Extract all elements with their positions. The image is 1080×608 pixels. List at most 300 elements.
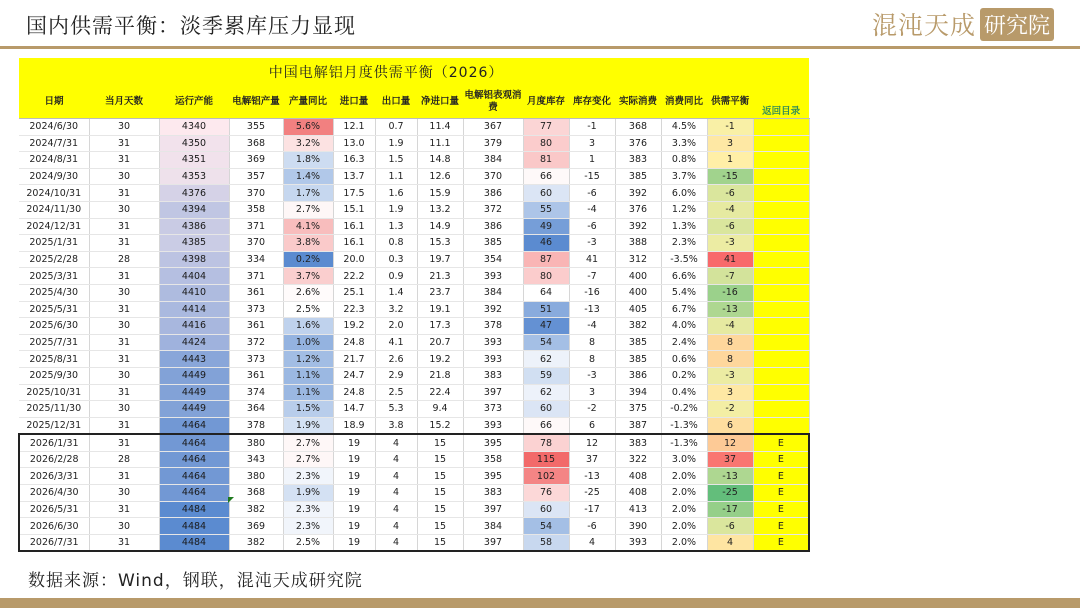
table-cell: 0.4%: [661, 384, 707, 401]
table-cell: -6: [707, 185, 753, 202]
table-row: [19, 284, 809, 301]
table-cell: 31: [89, 534, 159, 551]
table-cell: 358: [463, 451, 523, 468]
table-cell: 1.4%: [283, 168, 333, 185]
table-cell: 21.7: [333, 351, 375, 368]
estimate-flag-cell: E: [753, 434, 809, 451]
table-cell: 1.1%: [283, 367, 333, 384]
estimate-flag-cell: [753, 185, 809, 202]
table-cell: 4: [569, 534, 615, 551]
table-cell: 2.0%: [661, 485, 707, 502]
table-cell: 385: [463, 235, 523, 252]
back-to-contents-link[interactable]: 返回目录: [753, 86, 809, 119]
table-cell: 2.9: [375, 367, 417, 384]
table-cell: 11.1: [417, 135, 463, 152]
table-cell: 28: [89, 451, 159, 468]
table-cell: 30: [89, 284, 159, 301]
table-cell: 4484: [159, 501, 229, 518]
table-cell: 369: [229, 152, 283, 169]
table-cell: 22.3: [333, 301, 375, 318]
column-header: 实际消费: [615, 86, 661, 119]
estimate-flag-cell: [753, 218, 809, 235]
table-cell: 392: [615, 218, 661, 235]
table-cell: 4464: [159, 451, 229, 468]
table-row: [19, 235, 809, 252]
table-cell: 4.1: [375, 334, 417, 351]
table-cell: 2.4%: [661, 334, 707, 351]
table-cell: 2026/5/31: [19, 501, 89, 518]
table-row: [19, 135, 809, 152]
table-cell: 1.1: [375, 168, 417, 185]
table-cell: 367: [463, 119, 523, 136]
table-cell: 13.2: [417, 201, 463, 218]
table-cell: 4.0%: [661, 318, 707, 335]
estimate-flag-cell: E: [753, 485, 809, 502]
table-cell: 31: [89, 235, 159, 252]
table-cell: 4376: [159, 185, 229, 202]
table-cell: 46: [523, 235, 569, 252]
table-cell: 16.1: [333, 218, 375, 235]
table-cell: 1.9%: [283, 485, 333, 502]
table-row: [19, 318, 809, 335]
table-cell: 4.1%: [283, 218, 333, 235]
estimate-flag-cell: [753, 251, 809, 268]
table-cell: 4: [375, 518, 417, 535]
table-cell: 383: [463, 485, 523, 502]
table-cell: 393: [463, 417, 523, 434]
table-cell: 380: [229, 434, 283, 451]
table-cell: 393: [463, 268, 523, 285]
table-cell: -13: [569, 468, 615, 485]
table-cell: 4: [375, 501, 417, 518]
table-cell: -3: [707, 235, 753, 252]
table-row: [19, 351, 809, 368]
table-cell: 22.4: [417, 384, 463, 401]
table-cell: 322: [615, 451, 661, 468]
table-cell: 30: [89, 201, 159, 218]
table-cell: 384: [463, 152, 523, 169]
table-cell: 2.0%: [661, 501, 707, 518]
table-cell: 1.5%: [283, 401, 333, 418]
table-cell: 3: [569, 384, 615, 401]
estimate-flag-cell: E: [753, 501, 809, 518]
table-cell: 31: [89, 268, 159, 285]
table-cell: 3: [707, 135, 753, 152]
table-cell: 2.7%: [283, 201, 333, 218]
table-cell: 1.2%: [283, 351, 333, 368]
table-cell: 4: [375, 485, 417, 502]
table-cell: 3.7%: [661, 168, 707, 185]
table-cell: 4484: [159, 534, 229, 551]
table-cell: 368: [229, 485, 283, 502]
brand-name: 混沌天成: [871, 11, 976, 40]
table-cell: 4: [375, 534, 417, 551]
table-cell: 2025/5/31: [19, 301, 89, 318]
table-cell: -6: [707, 218, 753, 235]
table-cell: 12.1: [333, 119, 375, 136]
table-cell: 375: [615, 401, 661, 418]
table-cell: 4340: [159, 119, 229, 136]
table-cell: 400: [615, 284, 661, 301]
table-cell: 2.7%: [283, 434, 333, 451]
table-cell: 19: [333, 451, 375, 468]
table-cell: 1.4: [375, 284, 417, 301]
cell-comment-marker: [228, 497, 234, 503]
table-cell: 2025/7/31: [19, 334, 89, 351]
table-cell: 2024/8/31: [19, 152, 89, 169]
table-cell: 4350: [159, 135, 229, 152]
table-cell: 4484: [159, 518, 229, 535]
table-cell: 3: [707, 384, 753, 401]
table-row: [19, 251, 809, 268]
table-cell: 3.7%: [283, 268, 333, 285]
table-cell: -13: [707, 301, 753, 318]
table-cell: 59: [523, 367, 569, 384]
table-cell: 2.6: [375, 351, 417, 368]
table-cell: 8: [569, 334, 615, 351]
table-cell: 16.3: [333, 152, 375, 169]
estimate-flag-cell: E: [753, 451, 809, 468]
table-cell: -7: [569, 268, 615, 285]
column-header: 月度库存: [523, 86, 569, 119]
table-cell: 62: [523, 351, 569, 368]
table-cell: -4: [707, 201, 753, 218]
table-cell: -2: [569, 401, 615, 418]
table-cell: -4: [569, 318, 615, 335]
table-cell: -1: [569, 119, 615, 136]
table-cell: 2024/10/31: [19, 185, 89, 202]
table-cell: 1.3: [375, 218, 417, 235]
table-cell: 0.7: [375, 119, 417, 136]
table-cell: 31: [89, 185, 159, 202]
table-cell: 31: [89, 218, 159, 235]
table-row: [19, 417, 809, 434]
table-cell: 387: [615, 417, 661, 434]
table-row: [19, 401, 809, 418]
estimate-flag-cell: E: [753, 518, 809, 535]
table-cell: 19.7: [417, 251, 463, 268]
table-cell: 371: [229, 268, 283, 285]
table-cell: -4: [707, 318, 753, 335]
table-cell: 19.2: [417, 351, 463, 368]
table-cell: 2024/11/30: [19, 201, 89, 218]
table-cell: 4464: [159, 468, 229, 485]
table-cell: 376: [615, 201, 661, 218]
table-cell: 334: [229, 251, 283, 268]
table-cell: 5.4%: [661, 284, 707, 301]
table-cell: 16.1: [333, 235, 375, 252]
table-cell: 19.2: [333, 318, 375, 335]
table-cell: 379: [463, 135, 523, 152]
table-cell: -7: [707, 268, 753, 285]
estimate-flag-cell: [753, 284, 809, 301]
table-cell: 19: [333, 501, 375, 518]
table-cell: 76: [523, 485, 569, 502]
table-cell: 2025/1/31: [19, 235, 89, 252]
table-cell: 4: [375, 468, 417, 485]
table-cell: 4: [375, 434, 417, 451]
table-cell: 395: [463, 434, 523, 451]
table-cell: 355: [229, 119, 283, 136]
forecast-rows: [19, 434, 809, 551]
estimate-flag-cell: [753, 268, 809, 285]
table-cell: 12: [707, 434, 753, 451]
table-cell: 64: [523, 284, 569, 301]
table-cell: 8: [707, 334, 753, 351]
table-cell: 394: [615, 384, 661, 401]
table-cell: 13.0: [333, 135, 375, 152]
table-cell: 2.0: [375, 318, 417, 335]
table-cell: 2025/10/31: [19, 384, 89, 401]
table-cell: -3: [569, 367, 615, 384]
table-cell: 1.0%: [283, 334, 333, 351]
table-cell: 19.1: [417, 301, 463, 318]
table-cell: 15: [417, 434, 463, 451]
table-row: [19, 201, 809, 218]
table-cell: -17: [569, 501, 615, 518]
table-cell: 413: [615, 501, 661, 518]
table-cell: 31: [89, 334, 159, 351]
table-cell: 382: [229, 501, 283, 518]
table-cell: -6: [569, 218, 615, 235]
table-cell: 66: [523, 168, 569, 185]
table-cell: 0.2%: [283, 251, 333, 268]
table-cell: 4449: [159, 384, 229, 401]
table-cell: 13.7: [333, 168, 375, 185]
table-row: [19, 384, 809, 401]
table-cell: 24.8: [333, 384, 375, 401]
table-cell: 77: [523, 119, 569, 136]
estimate-flag-cell: [753, 401, 809, 418]
table-cell: 4449: [159, 401, 229, 418]
table-cell: 383: [615, 434, 661, 451]
table-cell: 4416: [159, 318, 229, 335]
table-cell: -3: [569, 235, 615, 252]
table-cell: 1.9%: [283, 417, 333, 434]
table-cell: 3.0%: [661, 451, 707, 468]
table-cell: 31: [89, 468, 159, 485]
table-cell: 383: [463, 367, 523, 384]
table-cell: 41: [707, 251, 753, 268]
estimate-flag-cell: [753, 135, 809, 152]
table-cell: 376: [615, 135, 661, 152]
table-cell: 102: [523, 468, 569, 485]
table-cell: 373: [229, 351, 283, 368]
table-cell: 2.5: [375, 384, 417, 401]
table-cell: 55: [523, 201, 569, 218]
table-cell: 47: [523, 318, 569, 335]
table-cell: 1: [707, 152, 753, 169]
table-cell: 28: [89, 251, 159, 268]
table-row: [19, 485, 809, 502]
table-cell: 37: [707, 451, 753, 468]
brand-logo: [872, 4, 1054, 44]
table-cell: 2.5%: [283, 534, 333, 551]
table-cell: 31: [89, 434, 159, 451]
table-cell: 2.5%: [283, 301, 333, 318]
table-cell: 3.8: [375, 417, 417, 434]
table-cell: 15: [417, 501, 463, 518]
table-cell: 15: [417, 518, 463, 535]
table-cell: 2.7%: [283, 451, 333, 468]
table-row: [19, 367, 809, 384]
table-cell: 400: [615, 268, 661, 285]
table-cell: 2.3%: [283, 501, 333, 518]
table-row: [19, 301, 809, 318]
table-cell: -25: [569, 485, 615, 502]
table-cell: 370: [229, 185, 283, 202]
table-cell: 1.5: [375, 152, 417, 169]
estimate-flag-cell: [753, 367, 809, 384]
table-cell: 2.0%: [661, 534, 707, 551]
table-cell: 18.9: [333, 417, 375, 434]
table-cell: 4: [707, 534, 753, 551]
table-cell: 0.3: [375, 251, 417, 268]
table-cell: 408: [615, 468, 661, 485]
table-cell: 24.8: [333, 334, 375, 351]
table-cell: 4449: [159, 367, 229, 384]
estimate-flag-cell: [753, 384, 809, 401]
table-cell: -3: [707, 367, 753, 384]
table-cell: 54: [523, 518, 569, 535]
table-cell: 31: [89, 501, 159, 518]
column-header: 出口量: [375, 86, 417, 119]
table-cell: 31: [89, 301, 159, 318]
table-cell: 20.7: [417, 334, 463, 351]
table-cell: 30: [89, 318, 159, 335]
table-cell: 0.6%: [661, 351, 707, 368]
table-row: [19, 268, 809, 285]
table-cell: 4464: [159, 434, 229, 451]
table-cell: 15.9: [417, 185, 463, 202]
table-cell: 15: [417, 468, 463, 485]
table-cell: 51: [523, 301, 569, 318]
table-cell: -6: [707, 518, 753, 535]
table-cell: 2025/11/30: [19, 401, 89, 418]
table-cell: 21.3: [417, 268, 463, 285]
column-header: 进口量: [333, 86, 375, 119]
table-cell: 4385: [159, 235, 229, 252]
table-cell: 6: [707, 417, 753, 434]
table-row: [19, 501, 809, 518]
table-cell: 368: [229, 135, 283, 152]
table-cell: -2: [707, 401, 753, 418]
table-cell: 364: [229, 401, 283, 418]
table-cell: 30: [89, 518, 159, 535]
table-cell: 405: [615, 301, 661, 318]
estimate-flag-cell: [753, 318, 809, 335]
table-cell: 8: [707, 351, 753, 368]
table-cell: 60: [523, 501, 569, 518]
table-cell: 1.3%: [661, 218, 707, 235]
estimate-flag-cell: [753, 201, 809, 218]
table-cell: -25: [707, 485, 753, 502]
table-cell: 66: [523, 417, 569, 434]
table-cell: 373: [463, 401, 523, 418]
data-source-note: 数据来源：Wind，钢联，混沌天成研究院: [28, 571, 363, 591]
table-cell: 384: [463, 518, 523, 535]
table-cell: 2024/12/31: [19, 218, 89, 235]
table-cell: 395: [463, 468, 523, 485]
table-row: [19, 119, 809, 136]
table-cell: 2026/3/31: [19, 468, 89, 485]
table-cell: 60: [523, 185, 569, 202]
table-cell: 2026/4/30: [19, 485, 89, 502]
table-cell: 392: [463, 301, 523, 318]
table-cell: 2025/6/30: [19, 318, 89, 335]
estimate-flag-cell: [753, 417, 809, 434]
table-cell: 19: [333, 468, 375, 485]
table-cell: 0.2%: [661, 367, 707, 384]
table-cell: 388: [615, 235, 661, 252]
table-cell: 14.7: [333, 401, 375, 418]
table-cell: 4398: [159, 251, 229, 268]
table-cell: 393: [463, 334, 523, 351]
estimate-flag-cell: [753, 351, 809, 368]
table-cell: 4351: [159, 152, 229, 169]
footer-divider: [0, 598, 1080, 608]
table-cell: 6.0%: [661, 185, 707, 202]
column-header: 电解铝产量: [229, 86, 283, 119]
column-header: 供需平衡: [707, 86, 753, 119]
table-cell: 370: [463, 168, 523, 185]
table-cell: 80: [523, 135, 569, 152]
table-cell: -1.3%: [661, 434, 707, 451]
table-cell: 4404: [159, 268, 229, 285]
table-cell: 30: [89, 119, 159, 136]
table-cell: 80: [523, 268, 569, 285]
table-row: [19, 434, 809, 451]
table-cell: 1.7%: [283, 185, 333, 202]
table-cell: 354: [463, 251, 523, 268]
table-cell: 2026/7/31: [19, 534, 89, 551]
table-cell: 380: [229, 468, 283, 485]
estimate-flag-cell: [753, 334, 809, 351]
table-cell: 2.3%: [661, 235, 707, 252]
table-cell: 2.0%: [661, 468, 707, 485]
table-cell: 2025/4/30: [19, 284, 89, 301]
table-cell: 15.2: [417, 417, 463, 434]
table-cell: 3: [569, 135, 615, 152]
table-cell: 3.2: [375, 301, 417, 318]
history-rows: [19, 119, 809, 435]
table-cell: 386: [463, 185, 523, 202]
table-cell: 6.7%: [661, 301, 707, 318]
table-cell: 9.4: [417, 401, 463, 418]
table-cell: 11.4: [417, 119, 463, 136]
table-cell: 397: [463, 384, 523, 401]
table-row: [19, 152, 809, 169]
table-cell: 12.6: [417, 168, 463, 185]
table-cell: 385: [615, 168, 661, 185]
table-cell: 361: [229, 284, 283, 301]
table-cell: 383: [615, 152, 661, 169]
table-cell: 385: [615, 334, 661, 351]
column-header: 净进口量: [417, 86, 463, 119]
table-cell: 390: [615, 518, 661, 535]
table-cell: 4353: [159, 168, 229, 185]
table-cell: 361: [229, 318, 283, 335]
table-cell: 49: [523, 218, 569, 235]
table-cell: 393: [615, 534, 661, 551]
table-row: [19, 185, 809, 202]
table-cell: 2.0%: [661, 518, 707, 535]
table-cell: 386: [615, 367, 661, 384]
table-cell: 372: [463, 201, 523, 218]
table-cell: 37: [569, 451, 615, 468]
table-cell: 378: [229, 417, 283, 434]
table-cell: 30: [89, 401, 159, 418]
